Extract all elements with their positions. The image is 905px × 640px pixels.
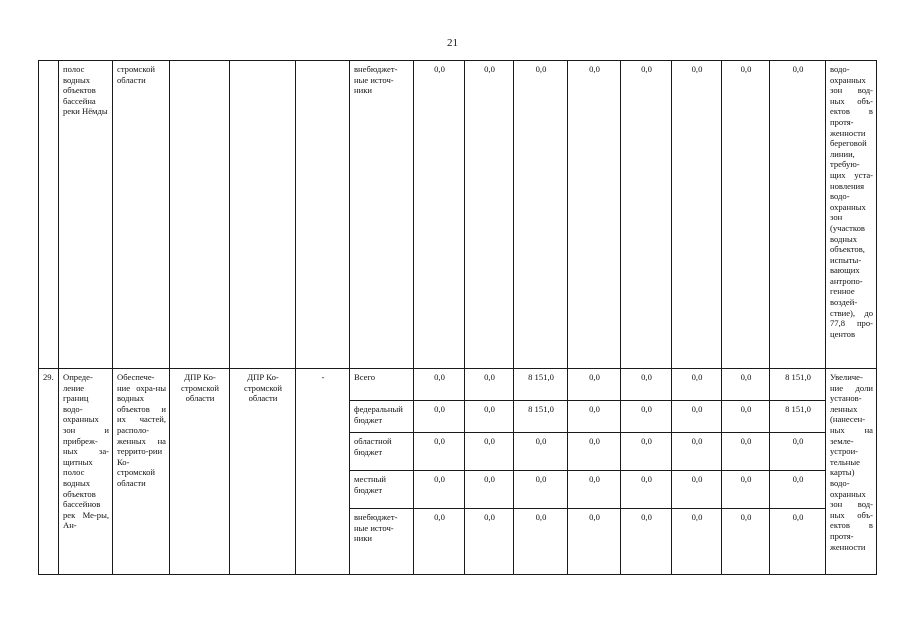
value-cell: 8 151,0: [770, 369, 826, 401]
value-cell: 0,0: [568, 433, 621, 471]
value-cell: 0,0: [770, 61, 826, 369]
value-cell: 0,0: [465, 369, 514, 401]
note-cell: -: [296, 369, 350, 575]
value-cell: 0,0: [672, 433, 722, 471]
value-cell: 0,0: [672, 471, 722, 509]
value-cell: 0,0: [621, 61, 672, 369]
funding-source-cell: местный бюджет: [350, 471, 414, 509]
value-cell: 8 151,0: [514, 401, 568, 433]
funding-source-cell: областной бюджет: [350, 433, 414, 471]
value-cell: 0,0: [672, 61, 722, 369]
value-cell: 0,0: [414, 471, 465, 509]
value-cell: 0,0: [514, 61, 568, 369]
page-number: 21: [447, 37, 458, 49]
executor-cell: [170, 61, 230, 369]
value-cell: 0,0: [621, 401, 672, 433]
value-cell: 0,0: [770, 433, 826, 471]
row-number-cell: [39, 61, 59, 369]
note-cell: [296, 61, 350, 369]
goal-cell: Обеспече-ние охра-ны водных объектов и их частей, располо-женных на террито-рии Ко-стромской области: [113, 369, 170, 575]
executor-cell: ДПР Ко-стромской области: [170, 369, 230, 575]
value-cell: 0,0: [621, 471, 672, 509]
value-cell: 0,0: [414, 369, 465, 401]
result-cell: водо-охранных зон вод-ных объ-ектов в протя-женности береговой линии, требую-щих уста-новления водо-охранных зон (участков водных объектов, испыты-вающих антропо-генное воздей-ствие), до 77,8 про-центов: [826, 61, 877, 369]
value-cell: 0,0: [770, 471, 826, 509]
table-row: [39, 369, 877, 401]
value-cell: 0,0: [621, 509, 672, 575]
value-cell: 8 151,0: [770, 401, 826, 433]
value-cell: 0,0: [414, 433, 465, 471]
value-cell: 0,0: [514, 509, 568, 575]
measure-name-cell: Опреде-ление границ водо-охранных зон и прибреж-ных за-щитных полос водных объектов бассейнов рек Ме-ры, Ан-: [59, 369, 113, 575]
value-cell: 0,0: [672, 369, 722, 401]
value-cell: 0,0: [770, 509, 826, 575]
value-cell: 0,0: [722, 509, 770, 575]
value-cell: 0,0: [568, 471, 621, 509]
value-cell: 0,0: [722, 369, 770, 401]
value-cell: 8 151,0: [514, 369, 568, 401]
value-cell: 0,0: [414, 61, 465, 369]
value-cell: 0,0: [465, 433, 514, 471]
value-cell: 0,0: [672, 509, 722, 575]
funding-source-cell: внебюджет-ные источ-ники: [350, 61, 414, 369]
value-cell: 0,0: [514, 433, 568, 471]
value-cell: 0,0: [465, 61, 514, 369]
funding-source-cell: внебюджет-ные источ-ники: [350, 509, 414, 575]
value-cell: 0,0: [568, 401, 621, 433]
value-cell: 0,0: [621, 433, 672, 471]
measure-name-cell: полос водных объектов бассейна реки Нёмды: [59, 61, 113, 369]
value-cell: 0,0: [414, 401, 465, 433]
value-cell: 0,0: [414, 509, 465, 575]
value-cell: 0,0: [465, 401, 514, 433]
value-cell: 0,0: [568, 61, 621, 369]
funding-source-cell: Всего: [350, 369, 414, 401]
value-cell: 0,0: [568, 369, 621, 401]
value-cell: 0,0: [568, 509, 621, 575]
result-cell: Увеличе-ние доли установ-ленных (нанесен-ных на земле-устрои-тельные карты) водо-охранных зон вод-ных объ-ектов в протя-женности: [826, 369, 877, 575]
value-cell: 0,0: [722, 433, 770, 471]
value-cell: 0,0: [722, 61, 770, 369]
program-table: [38, 60, 877, 575]
value-cell: 0,0: [672, 401, 722, 433]
value-cell: 0,0: [621, 369, 672, 401]
value-cell: 0,0: [465, 509, 514, 575]
funding-source-cell: федеральный бюджет: [350, 401, 414, 433]
value-cell: 0,0: [465, 471, 514, 509]
value-cell: 0,0: [722, 401, 770, 433]
value-cell: 0,0: [722, 471, 770, 509]
coexecutor-cell: [230, 61, 296, 369]
coexecutor-cell: ДПР Ко-стромской области: [230, 369, 296, 575]
value-cell: 0,0: [514, 471, 568, 509]
row-number-cell: 29.: [39, 369, 59, 575]
goal-cell: стромской области: [113, 61, 170, 369]
table-row: [39, 61, 877, 369]
